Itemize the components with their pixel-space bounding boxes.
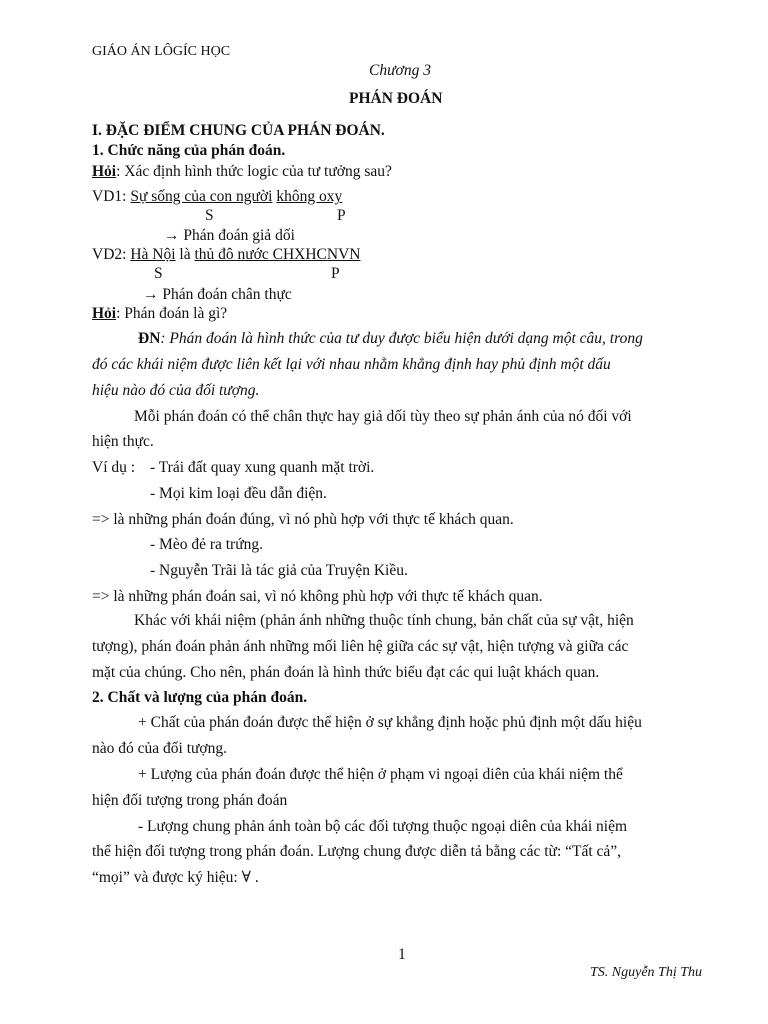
paragraph-5-line-1: - Lượng chung phản ánh toàn bộ các đối tượng thuộc ngoại diên của khái niệm	[138, 818, 628, 835]
paragraph-2-line-2: tượng), phán đoán phản ánh những mối liên hệ giữa các sự vật, hiện tượng và giữa các	[92, 638, 629, 655]
vd1-p-mark: P	[337, 207, 346, 224]
author-footer: TS. Nguyễn Thị Thu	[590, 965, 703, 980]
header-course-title: GIÁO ÁN LÔGÍC HỌC	[92, 44, 231, 59]
question-label: Hỏi	[92, 305, 117, 322]
chapter-label: Chương 3	[369, 62, 431, 79]
section-heading-1: I. ĐẶC ĐIỂM CHUNG CỦA PHÁN ĐOÁN.	[92, 122, 385, 139]
vd2-result: → Phán đoán chân thực	[143, 286, 292, 303]
paragraph-1-line-1: Mỗi phán đoán có thể chân thực hay giả dối tùy theo sự phản ánh của nó đối với	[134, 408, 632, 425]
vd2-copula: là	[175, 246, 195, 263]
examples-label: Ví dụ :	[92, 459, 136, 476]
question-1	[92, 163, 392, 181]
page-number: 1	[398, 946, 406, 963]
definition-line-1	[138, 330, 643, 348]
question-label: Hỏi	[92, 163, 117, 180]
paragraph-4-line-1: + Lượng của phán đoán được thể hiện ở phạm vi ngoại diên của khái niệm thể	[138, 766, 623, 783]
subsection-heading-2: 2. Chất và lượng của phán đoán.	[92, 689, 308, 706]
paragraph-5-line-3: “mọi” và được ký hiệu: ∀ .	[92, 869, 259, 886]
paragraph-1-line-2: hiện thực.	[92, 433, 154, 450]
vd1-prefix: VD1:	[92, 188, 131, 205]
example-vd2	[92, 246, 360, 264]
definition-label: ĐN	[138, 330, 161, 347]
example-1: - Trái đất quay xung quanh mặt trời.	[150, 459, 375, 476]
question-text: : Xác định hình thức logic của tư tưởng sau?	[116, 163, 392, 180]
question-text: : Phán đoán là gì?	[116, 305, 228, 322]
paragraph-4-line-2: hiện đối tượng trong phán đoán	[92, 792, 288, 809]
example-2: - Mọi kim loại đều dẫn điện.	[150, 485, 327, 502]
definition-line-3: hiệu nào đó của đối tượng.	[92, 382, 260, 399]
conclusion-1: => là những phán đoán đúng, vì nó phù hợp với thực tế khách quan.	[92, 511, 514, 528]
question-2	[92, 305, 227, 323]
example-3: - Mèo đẻ ra trứng.	[150, 536, 263, 553]
vd2-s-mark: S	[154, 265, 163, 282]
vd2-prefix: VD2:	[92, 246, 131, 263]
paragraph-3-line-1: + Chất của phán đoán được thể hiện ở sự khẳng định hoặc phủ định một dấu hiệu	[138, 714, 642, 731]
definition-text-1: : Phán đoán là hình thức của tư duy được biểu hiện dưới dạng một câu, trong	[160, 330, 643, 347]
paragraph-2-line-1: Khác với khái niệm (phản ánh những thuộc tính chung, bản chất của sự vật, hiện	[134, 612, 634, 629]
vd1-predicate: không oxy	[276, 188, 343, 205]
vd1-s-mark: S	[205, 207, 214, 224]
vd1-result: → Phán đoán giả dối	[164, 227, 295, 244]
example-vd1	[92, 188, 342, 206]
vd2-subject: Hà Nội	[130, 246, 176, 263]
paragraph-2-line-3: mặt của chúng. Cho nên, phán đoán là hình thức biểu đạt các qui luật khách quan.	[92, 664, 600, 681]
subsection-heading-1: 1. Chức năng của phán đoán.	[92, 142, 286, 159]
vd2-p-mark: P	[331, 265, 340, 282]
conclusion-2: => là những phán đoán sai, vì nó không phù hợp với thực tế khách quan.	[92, 588, 543, 605]
page-title: PHÁN ĐOÁN	[349, 90, 443, 107]
paragraph-5-line-2: thể hiện đối tượng trong phán đoán. Lượng chung được diễn tả bằng các từ: “Tất cả”,	[92, 843, 622, 860]
vd1-subject: Sự sống của con người	[130, 188, 273, 205]
definition-line-2: đó các khái niệm được liên kết lại với nhau nhằm khẳng định hay phủ định một dấu	[92, 356, 611, 373]
vd2-predicate: thủ đô nước CHXHCNVN	[194, 246, 361, 263]
example-4: - Nguyễn Trãi là tác giả của Truyện Kiều.	[150, 562, 408, 579]
paragraph-3-line-2: nào đó của đối tượng.	[92, 740, 227, 757]
